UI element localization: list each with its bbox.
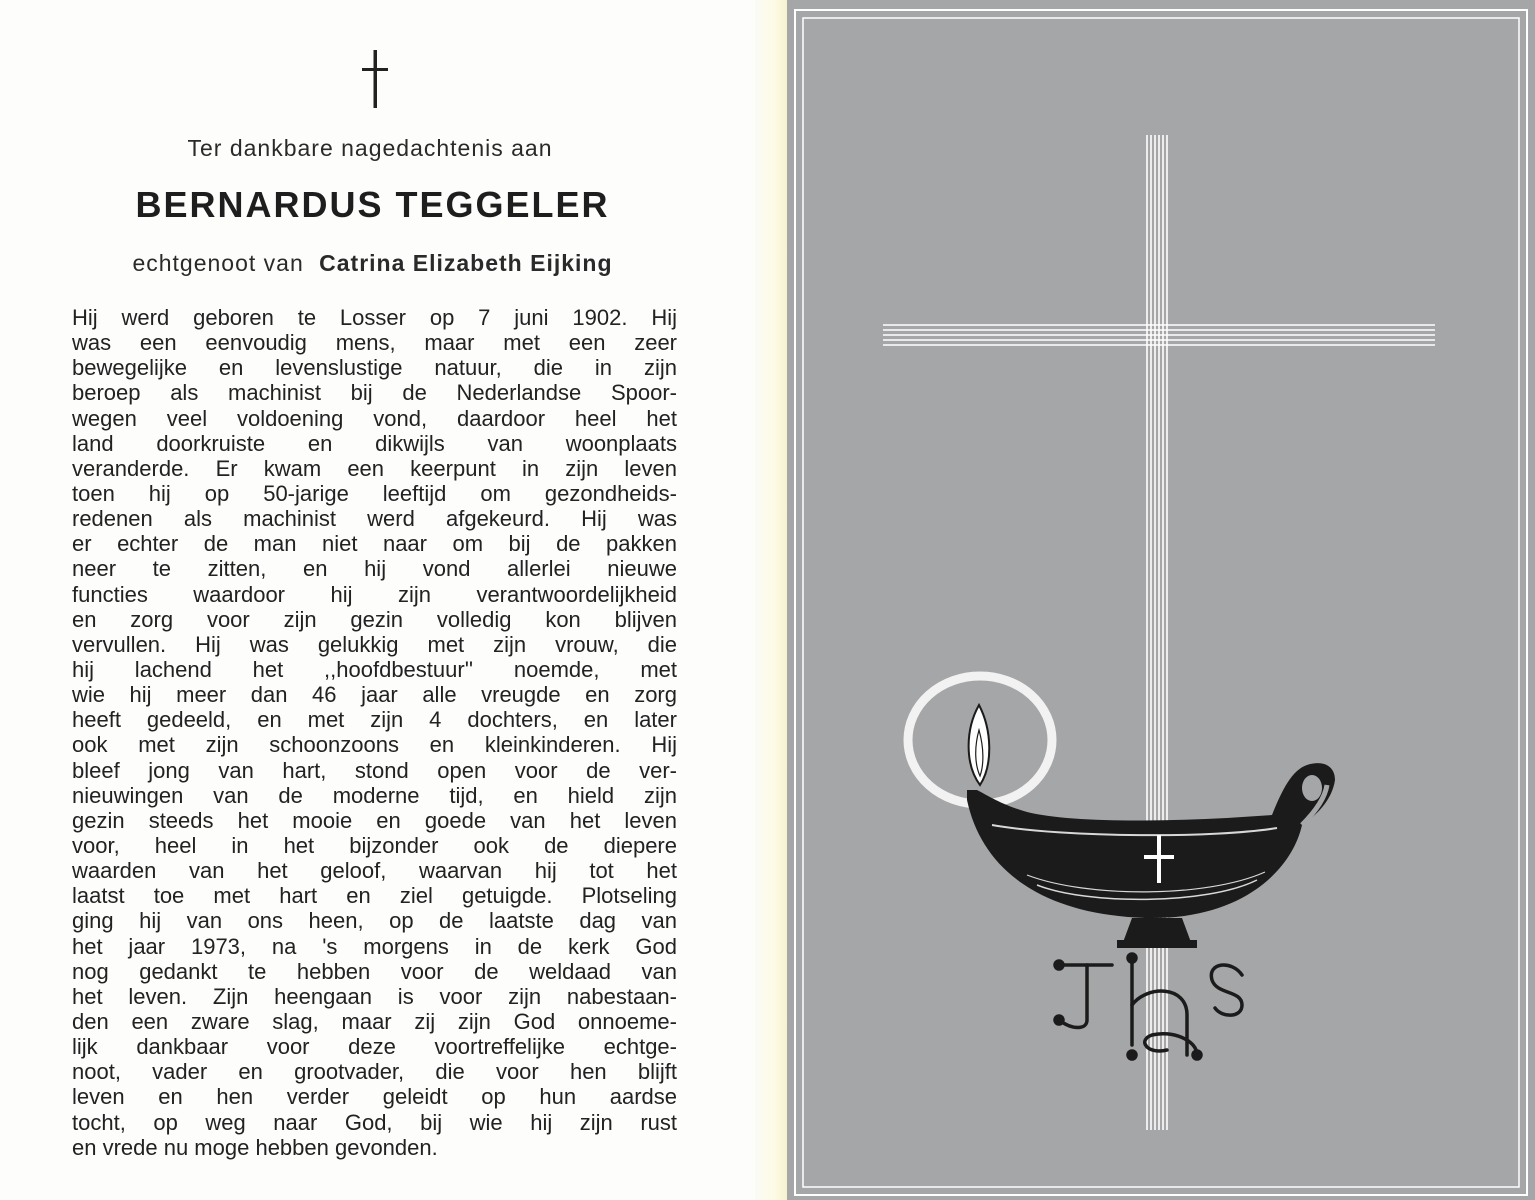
spouse-name: Catrina Elizabeth Eijking — [319, 250, 613, 276]
outer-border — [795, 10, 1527, 1195]
biography-line: lijk dankbaar voor deze voortreffelijke echtge- — [72, 1034, 677, 1060]
biography-line: was een eenvoudig mens, maar met een zeer — [72, 330, 677, 356]
biography-line: wie hij meer dan 46 jaar alle vreugde en zorg — [72, 682, 677, 708]
biography-line: den een zware slag, maar zij zijn God onnoeme- — [72, 1008, 677, 1034]
biography-line: noot, vader en grootvader, die voor hen blijft — [72, 1059, 677, 1085]
spouse-prefix: echtgenoot van — [132, 250, 304, 276]
deceased-name: BERNARDUS TEGGELER — [135, 184, 610, 225]
biography-text — [72, 305, 677, 1160]
cross-icon — [360, 50, 390, 110]
biography-line: tocht, op weg naar God, bij wie hij zijn rust — [72, 1109, 677, 1135]
biography-line: beroep als machinist bij de Nederlandse Spoor- — [72, 380, 677, 406]
biography-line: neer te zitten, en hij vond allerlei nieuwe — [72, 556, 677, 582]
dedication-text: Ter dankbare nagedachtenis aan — [187, 135, 553, 161]
biography-line: en vrede nu moge hebben gevonden. — [72, 1134, 438, 1160]
biography-line: hij lachend het ,,hoofdbestuur'' noemde, met — [72, 656, 677, 682]
biography-line: en zorg voor zijn gezin volledig kon blijven — [72, 606, 677, 632]
biography-line: leven en hen verder geleidt op hun aardse — [72, 1084, 677, 1110]
spouse-line — [0, 250, 745, 277]
biography-line: bewegelijke en levenslustige natuur, die in zijn — [72, 355, 677, 381]
flame-icon — [969, 705, 990, 785]
biography-line: redenen als machinist werd afgekeurd. Hij was — [72, 506, 677, 532]
biography-line: ging hij van ons heen, op de laatste dag van — [72, 908, 677, 934]
biography-line: het leven. Zijn heengaan is voor zijn nabestaan- — [72, 983, 677, 1009]
ihs-monogram — [1055, 954, 1242, 1059]
biography-line: laatst toe met hart en ziel getuigde. Plotseling — [72, 883, 677, 909]
card-text-page — [0, 0, 755, 1200]
memorial-artwork — [787, 0, 1535, 1200]
inner-border — [803, 18, 1519, 1187]
biography-line: toen hij op 50-jarige leeftijd om gezondheids- — [72, 480, 677, 506]
biography-line: bleef jong van hart, stond open voor de ver- — [72, 757, 677, 783]
cross-icon — [883, 135, 1435, 1130]
biography-line: het jaar 1973, na 's morgens in de kerk God — [72, 933, 677, 959]
biography-line: wegen veel voldoening vond, daardoor heel het — [72, 405, 677, 431]
biography-line: ook met zijn schoonzoons en kleinkinderen. Hij — [72, 732, 677, 758]
biography-line: functies waardoor hij zijn verantwoordelijkheid — [72, 581, 677, 607]
biography-line: heeft gedeeld, en met zijn 4 dochters, en later — [72, 707, 677, 733]
biography-line: vervullen. Hij was gelukkig met zijn vrouw, die — [72, 631, 677, 657]
biography-line: waarden van het geloof, waarvan hij tot het — [72, 858, 677, 884]
biography-line: er echter de man niet naar om bij de pakken — [72, 531, 677, 557]
biography-line: gezin steeds het mooie en goede van het leven — [72, 807, 677, 833]
card-artwork-page — [787, 0, 1535, 1200]
biography-line: Hij werd geboren te Losser op 7 juni 1902. Hij — [72, 305, 677, 330]
biography-line: voor, heel in het bijzonder ook de diepere — [72, 832, 677, 858]
biography-line: land doorkruiste en dikwijls van woonplaats — [72, 430, 677, 456]
biography-line: nog gedankt te hebben voor de weldaad van — [72, 958, 677, 984]
card-fold — [755, 0, 787, 1200]
biography-line: veranderde. Er kwam een keerpunt in zijn leven — [72, 455, 677, 481]
biography-line: nieuwingen van de moderne tijd, en hield zijn — [72, 782, 677, 808]
